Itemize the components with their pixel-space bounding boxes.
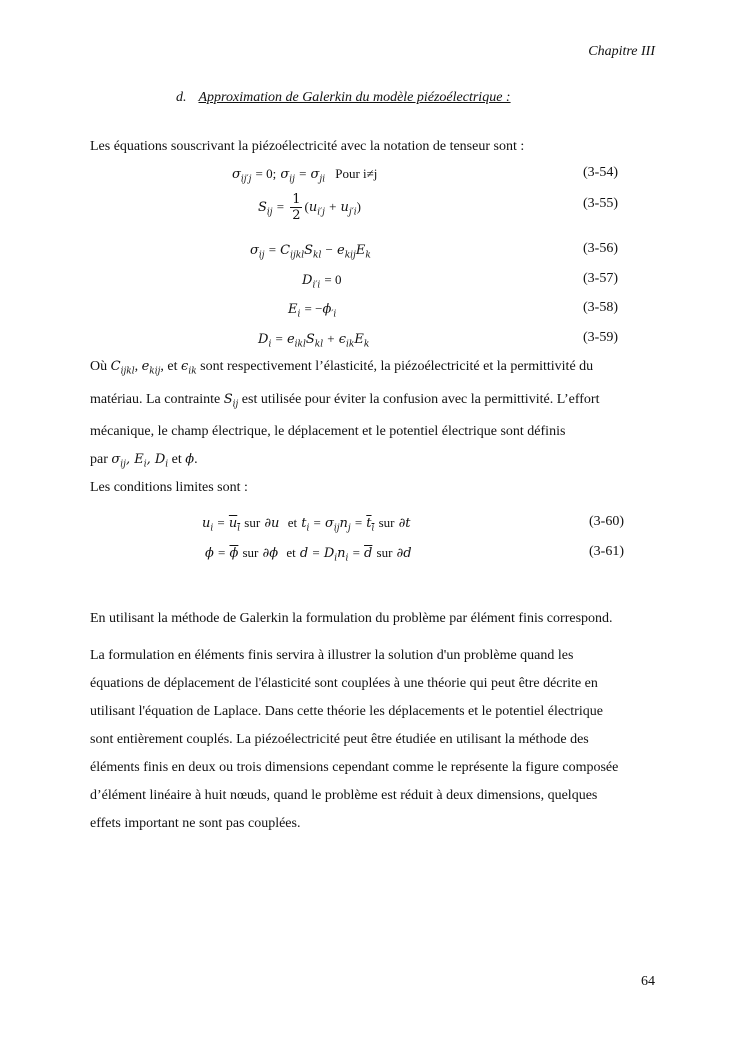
equation-3-56: $\sigma_{ij} = C_{ijkl}S_{kl} - e_{kij}E_k$ — [250, 242, 371, 261]
equation-condition: Pour i≠j — [335, 166, 378, 181]
fem-line: d’élément linéaire à huit nœuds, quand le problème est réduit à deux dimensions, quelques — [90, 788, 598, 803]
equation-3-54: $\sigma_{ij'j} = 0$; $\sigma_{ij} = \sigma_{ji}$ Pour i≠j — [232, 166, 378, 185]
chapter-header: Chapitre III — [588, 44, 655, 59]
equation-number: (3-60) — [589, 514, 624, 529]
section-title: Approximation de Galerkin du modèle piézoélectrique : — [198, 90, 511, 105]
boundary-label: Les conditions limites sont : — [90, 480, 248, 495]
section-letter: d. — [176, 90, 187, 105]
page-number: 64 — [641, 974, 655, 989]
fem-line: sont entièrement couplés. La piézoélectricité peut être étudiée en utilisant la méthode des — [90, 732, 589, 747]
fem-line: équations de déplacement de l'élasticité sont couplées à une théorie qui peut être décrite en — [90, 676, 598, 691]
galerkin-sentence: En utilisant la méthode de Galerkin la formulation du problème par élément finis correspond. — [90, 611, 613, 626]
equation-number: (3-54) — [583, 165, 618, 180]
explanation-line: mécanique, le champ électrique, le déplacement et le potentiel électrique sont définis — [90, 424, 566, 440]
fem-line: La formulation en éléments finis servira à illustrer la solution d'un problème quand les — [90, 648, 574, 663]
equation-3-55: $S_{ij}$ = $\frac{1}{2}$ $(u_{i'j} + u_{j'i})$ — [258, 192, 361, 223]
explanation-paragraph — [90, 353, 655, 479]
equation-3-58: $E_i = -\phi_{'i}$ — [288, 301, 337, 320]
equation-number: (3-56) — [583, 241, 618, 256]
equation-number: (3-59) — [583, 330, 618, 345]
equation-number: (3-57) — [583, 271, 618, 286]
fem-paragraph — [90, 642, 655, 838]
equation-number: (3-61) — [589, 544, 624, 559]
equation-3-60: $u_i = u_i$ sur ∂u et $t_i = \sigma_{ij}n_j = t_i$ sur ∂t — [202, 515, 411, 534]
equation-number: (3-58) — [583, 300, 618, 315]
equation-3-61: $\phi = \overline{\phi}$ sur ∂ϕ et $d = D_in_i = \overline{d}$ sur ∂d — [205, 545, 412, 564]
explanation-line: Où $C_{ijkl}$, $e_{kij}$, et $\epsilon_{ik}$ sont respectivement l’élasticité, la piézoélectricité et la permittivité du — [90, 359, 594, 377]
explanation-line: par $\sigma_{ij}$, $E_i$, $D_i$ et ϕ. — [90, 452, 198, 470]
equation-number: (3-55) — [583, 196, 618, 211]
equation-3-57: $D_{i'i} = 0$ — [302, 272, 342, 291]
explanation-line: matériau. La contrainte $S_{ij}$ est utilisée pour éviter la confusion avec la permittivité. L’effort — [90, 391, 600, 410]
equation-3-59: $D_i = e_{ikl}S_{kl} + \epsilon_{ik}E_k$ — [258, 331, 370, 350]
intro-text: Les équations souscrivant la piézoélectricité avec la notation de tenseur sont : — [90, 139, 525, 154]
fem-line: éléments finis en deux ou trois dimensions cependant comme le représente la figure composée — [90, 760, 619, 775]
fem-line: effets important ne sont pas couplées. — [90, 816, 301, 831]
fem-line: utilisant l'équation de Laplace. Dans cette théorie les déplacements et le potentiel électrique — [90, 704, 603, 719]
section-heading — [176, 90, 511, 106]
